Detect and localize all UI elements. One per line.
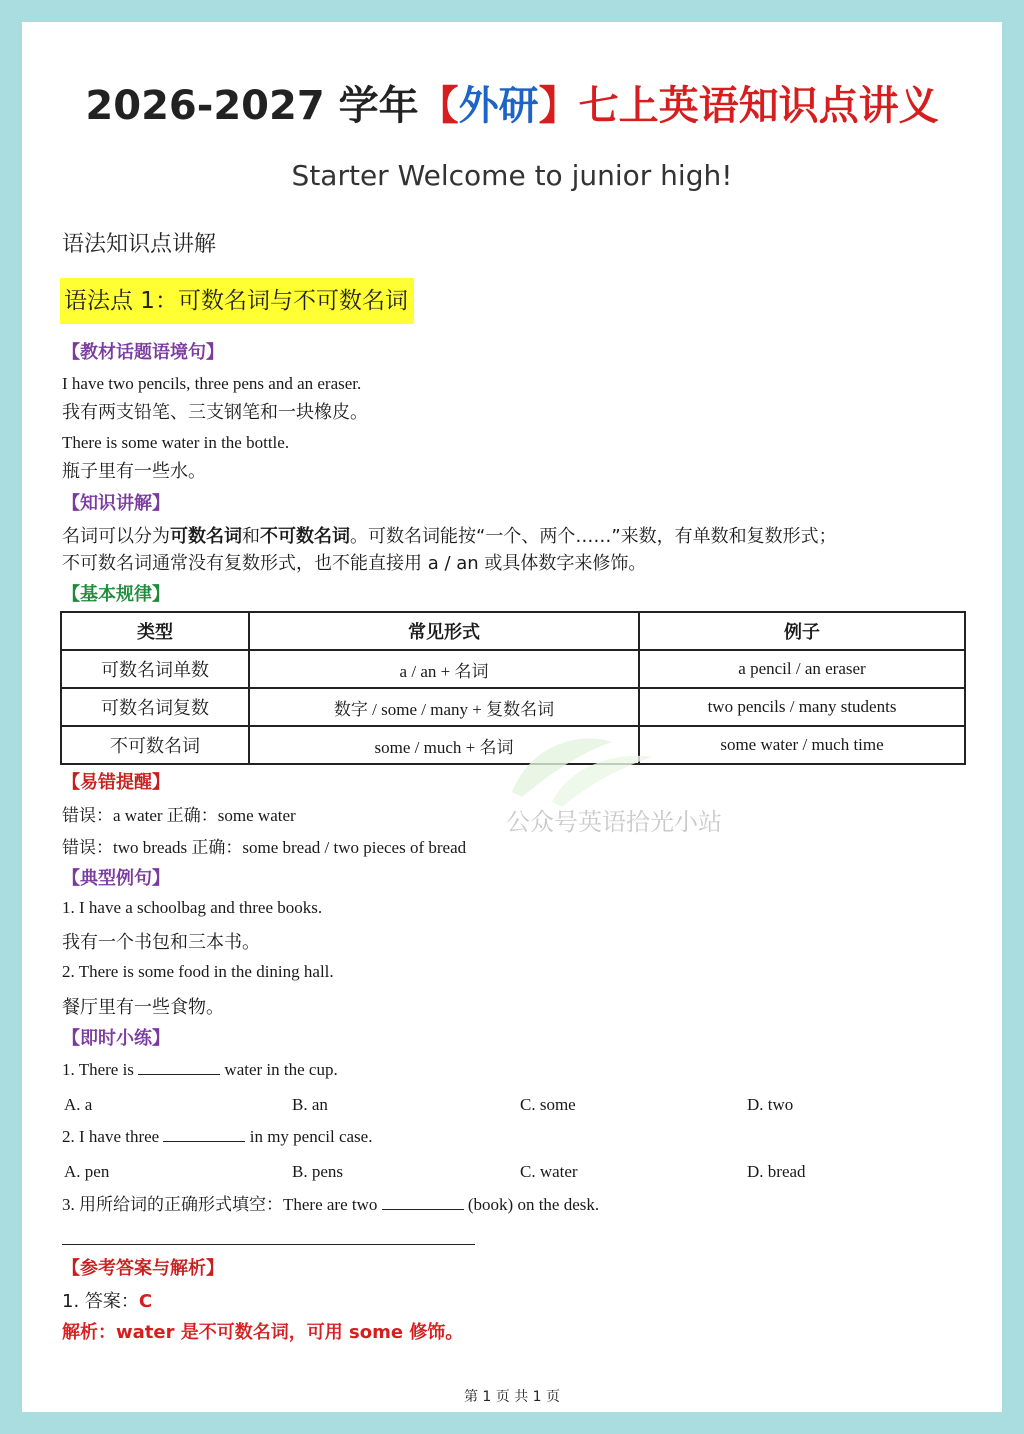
- explanation-tag: 【知识讲解】: [62, 493, 170, 514]
- practice-tag: 【即时小练】: [62, 1028, 170, 1049]
- option-b[interactable]: B. an: [292, 1095, 328, 1114]
- table-cell: a pencil / an eraser: [639, 650, 965, 688]
- table-cell: 数字 / some / many + 复数名词: [249, 688, 639, 726]
- answers-tag: 【参考答案与解析】: [62, 1258, 224, 1279]
- table-cell: 可数名词单数: [61, 650, 249, 688]
- question-text: in my pencil case.: [249, 1127, 373, 1146]
- table-cell: some / much + 名词: [249, 726, 639, 764]
- option-a[interactable]: A. pen: [64, 1162, 110, 1181]
- question-text: 3. 用所给词的正确形式填空：There are two: [62, 1195, 378, 1214]
- question-text: 1. There is: [62, 1060, 134, 1079]
- explanation-text: 名词可以分为: [62, 526, 170, 547]
- title-subject: 七上英语知识点讲义: [578, 83, 939, 129]
- answer-value: C: [138, 1291, 153, 1312]
- answer-blank[interactable]: [163, 1126, 245, 1142]
- textbook-sentence-zh: 我有两支铅笔、三支钢笔和一块橡皮。: [62, 402, 368, 423]
- mistake-item: 错误：two breads 正确：some bread / two pieces of bread: [62, 838, 467, 857]
- title-bracket-close: 】: [538, 83, 579, 129]
- answer-blank[interactable]: [382, 1194, 464, 1210]
- mistake-item: 错误：a water 正确：some water: [62, 806, 296, 825]
- practice-question-1: [62, 1059, 338, 1080]
- section-heading: 语法知识点讲解: [62, 232, 217, 257]
- answer-line: [62, 1287, 152, 1313]
- question-text: (book) on the desk.: [467, 1195, 600, 1214]
- example-sentence-en: 2. There is some food in the dining hall.: [62, 962, 334, 981]
- table-cell: 可数名词复数: [61, 688, 249, 726]
- title-bracket-open: 【: [418, 83, 459, 129]
- explanation-text: 。可数名词能按“一个、两个……”来数，有单数和复数形式；: [350, 526, 837, 547]
- example-sentence-en: 1. I have a schoolbag and three books.: [62, 898, 323, 917]
- answer-analysis: 解析：water 是不可数名词，可用 some 修饰。: [62, 1322, 464, 1343]
- title-year: 2026-2027 学年: [85, 83, 419, 129]
- example-sentence-zh: 餐厅里有一些食物。: [62, 997, 224, 1018]
- table-cell: a / an + 名词: [249, 650, 639, 688]
- page-footer: 第 1 页 共 1 页: [463, 1389, 561, 1405]
- explanation-term-uncountable: 不可数名词: [260, 526, 350, 547]
- question-text: 2. I have three: [62, 1127, 160, 1146]
- textbook-sentence-zh: 瓶子里有一些水。: [62, 461, 206, 482]
- explanation-line-1: [62, 522, 837, 548]
- watermark-leaf-icon: [492, 722, 662, 812]
- textbook-sentence-en: There is some water in the bottle.: [62, 433, 290, 452]
- explanation-line-2: 不可数名词通常没有复数形式，也不能直接用 a / an 或具体数字来修饰。: [62, 553, 647, 574]
- question-text: water in the cup.: [224, 1060, 338, 1079]
- basic-rules-tag: 【基本规律】: [62, 584, 170, 605]
- textbook-sentences-tag: 【教材话题语境句】: [62, 342, 224, 363]
- table-row: [61, 650, 965, 688]
- explanation-text: 和: [242, 526, 260, 547]
- watermark-text: 公众号英语拾光小站: [506, 808, 722, 836]
- option-b[interactable]: B. pens: [292, 1162, 343, 1181]
- document-title: [22, 74, 1002, 131]
- examples-tag: 【典型例句】: [62, 868, 170, 889]
- common-mistakes-tag: 【易错提醒】: [62, 772, 170, 793]
- option-d[interactable]: D. two: [747, 1095, 794, 1114]
- option-a[interactable]: A. a: [64, 1095, 93, 1114]
- table-header-row: [61, 612, 965, 650]
- explanation-term-countable: 可数名词: [170, 526, 242, 547]
- table-cell: 不可数名词: [61, 726, 249, 764]
- document-page: [22, 22, 1002, 1412]
- answer-blank[interactable]: [138, 1059, 220, 1075]
- practice-question-3: [62, 1190, 599, 1215]
- option-c[interactable]: C. water: [520, 1162, 578, 1181]
- table-header-cell: 例子: [639, 612, 965, 650]
- grammar-point-heading: 语法点 1：可数名词与不可数名词: [60, 278, 414, 324]
- table-cell: two pencils / many students: [639, 688, 965, 726]
- practice-question-2: [62, 1126, 372, 1147]
- answer-label: 1. 答案：: [62, 1291, 139, 1312]
- table-header-cell: 类型: [61, 612, 249, 650]
- table-row: [61, 688, 965, 726]
- textbook-sentence-en: I have two pencils, three pens and an eraser.: [62, 374, 362, 393]
- unit-subtitle: Starter Welcome to junior high!: [291, 159, 733, 192]
- table-header-cell: 常见形式: [249, 612, 639, 650]
- option-c[interactable]: C. some: [520, 1095, 576, 1114]
- table-cell: some water / much time: [639, 726, 965, 764]
- title-publisher: 外研: [458, 83, 539, 129]
- option-d[interactable]: D. bread: [747, 1162, 806, 1181]
- example-sentence-zh: 我有一个书包和三本书。: [62, 932, 260, 953]
- divider-line: [62, 1244, 475, 1245]
